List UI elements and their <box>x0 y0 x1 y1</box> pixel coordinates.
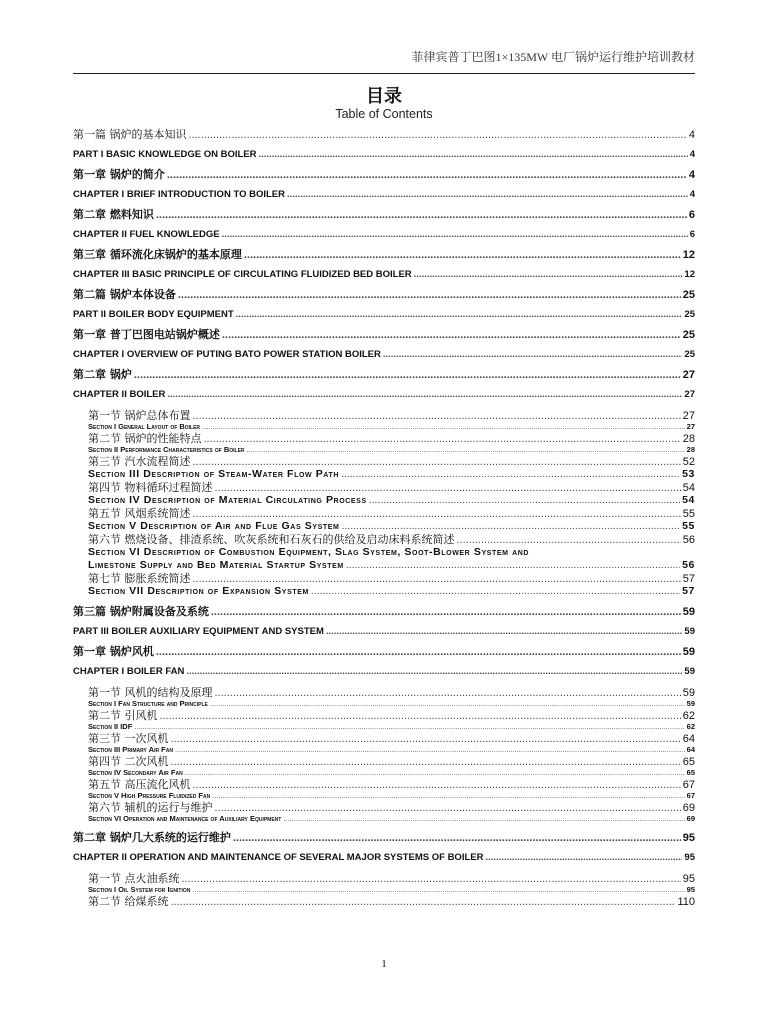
toc-entry[interactable]: PART I BASIC KNOWLEDGE ON BOILER ..... 4 <box>73 145 695 165</box>
toc-entry[interactable]: PART III BOILER AUXILIARY EQUIPMENT AND SYSTEM ..... 59 <box>73 622 695 642</box>
toc-entry[interactable]: Section I General Layout of Boiler ..... 27 <box>73 422 695 432</box>
toc-entry[interactable]: 第一篇 锅炉的基本知识 ..... 4 <box>73 125 695 145</box>
header-rule <box>73 73 695 74</box>
toc-entry[interactable]: 第二篇 锅炉本体设备 ..... 25 <box>73 285 695 305</box>
toc-entry[interactable]: Section IV Secondary Air Fan ..... 65 <box>73 768 695 778</box>
toc-entry[interactable]: Section I Fan Structure and Principle ..... 59 <box>73 699 695 709</box>
toc-entry[interactable]: 第一节 锅炉总体布置 ..... 27 <box>73 409 695 422</box>
toc-entry[interactable]: 第二节 引风机 ..... 62 <box>73 709 695 722</box>
toc-entry[interactable]: Section V Description of Air and Flue Gas System ..... 55 <box>73 520 695 533</box>
toc-entry[interactable]: 第二章 锅炉 ..... 27 <box>73 365 695 385</box>
toc-entry[interactable]: 第一章 锅炉风机 ..... 59 <box>73 642 695 662</box>
toc-entry[interactable]: 第五节 高压流化风机 ..... 67 <box>73 778 695 791</box>
toc-entry[interactable]: PART II BOILER BODY EQUIPMENT ..... 25 <box>73 305 695 325</box>
toc-entry[interactable]: Limestone Supply and Bed Material Startup System ..... 56 <box>73 559 695 572</box>
toc-entry[interactable]: 第六节 燃烧设备、排渣系统、吹灰系统和石灰石的供给及启动床料系统简述 ..... 56 <box>73 533 695 546</box>
toc-entry[interactable]: CHAPTER I BOILER FAN ..... 59 <box>73 662 695 682</box>
toc-entry[interactable]: CHAPTER II BOILER ..... 27 <box>73 385 695 405</box>
toc-entry[interactable]: 第一节 点火油系统 ..... 95 <box>73 872 695 885</box>
toc-entry[interactable]: 第一章 锅炉的简介 ..... 4 <box>73 165 695 185</box>
toc-entry[interactable]: 第四节 物料循环过程简述 ..... 54 <box>73 481 695 494</box>
toc-entry[interactable]: CHAPTER I OVERVIEW OF PUTING BATO POWER STATION BOILER ..... 25 <box>73 345 695 365</box>
toc-entry[interactable]: 第二节 给煤系统 ..... 110 <box>73 895 695 908</box>
toc-entry[interactable]: 第一章 普丁巴图电站锅炉概述 ..... 25 <box>73 325 695 345</box>
toc-entry-wrapped-line[interactable]: Section VI Description of Combustion Equipment, Slag System, Soot-Blower System and <box>88 546 530 558</box>
toc-entry[interactable]: Section II IDF ..... 62 <box>73 722 695 732</box>
toc-entry[interactable]: 第三节 一次风机 ..... 64 <box>73 732 695 745</box>
toc-entry[interactable]: 第三章 循环流化床锅炉的基本原理 ..... 12 <box>73 245 695 265</box>
table-of-contents <box>73 125 695 908</box>
page-subtitle: Table of Contents <box>335 107 433 121</box>
toc-entry[interactable]: CHAPTER III BASIC PRINCIPLE OF CIRCULATING FLUIDIZED BED BOILER ..... 12 <box>73 265 695 285</box>
toc-entry[interactable]: 第五节 风烟系统简述 ..... 55 <box>73 507 695 520</box>
toc-entry[interactable]: 第四节 二次风机 ..... 65 <box>73 755 695 768</box>
toc-entry[interactable]: Section I Oil System for Ignition ..... 95 <box>73 885 695 895</box>
toc-entry[interactable]: CHAPTER II OPERATION AND MAINTENANCE OF SEVERAL MAJOR SYSTEMS OF BOILER ..... 95 <box>73 848 695 868</box>
toc-entry[interactable]: Section V High Pressure Fluidized Fan ..... 67 <box>73 791 695 801</box>
toc-entry[interactable]: Section III Primary Air Fan ..... 64 <box>73 745 695 755</box>
running-header: 菲律宾普丁巴图1×135MW 电厂锅炉运行维护培训教材 <box>411 50 695 64</box>
toc-entry[interactable]: 第六节 辅机的运行与维护 ..... 69 <box>73 801 695 814</box>
page-title: 目录 <box>366 86 402 107</box>
toc-entry[interactable]: 第三篇 锅炉附属设备及系统 ..... 59 <box>73 602 695 622</box>
toc-entry[interactable]: CHAPTER II FUEL KNOWLEDGE ..... 6 <box>73 225 695 245</box>
page-number: 1 <box>381 958 387 970</box>
toc-entry[interactable]: 第七节 膨胀系统简述 ..... 57 <box>73 572 695 585</box>
toc-entry[interactable]: 第二节 锅炉的性能特点 ..... 28 <box>73 432 695 445</box>
toc-entry[interactable]: 第一节 风机的结构及原理 ..... 59 <box>73 686 695 699</box>
toc-entry[interactable]: 第三节 汽水流程简述 ..... 52 <box>73 455 695 468</box>
toc-entry[interactable]: CHAPTER I BRIEF INTRODUCTION TO BOILER ..... 4 <box>73 185 695 205</box>
toc-entry[interactable]: Section II Performance Characteristics of Boiler ..... 28 <box>73 445 695 455</box>
toc-entry[interactable]: 第二章 燃料知识 ..... 6 <box>73 205 695 225</box>
toc-entry[interactable]: Section VII Description of Expansion System ..... 57 <box>73 585 695 598</box>
toc-entry[interactable]: Section IV Description of Material Circulating Process ..... 54 <box>73 494 695 507</box>
toc-entry[interactable]: 第二章 锅炉几大系统的运行维护 ..... 95 <box>73 828 695 848</box>
toc-entry[interactable]: Section III Description of Steam-Water Flow Path ..... 53 <box>73 468 695 481</box>
toc-entry[interactable]: Section VI Operation and Maintenance of Auxiliary Equipment ..... 69 <box>73 814 695 824</box>
